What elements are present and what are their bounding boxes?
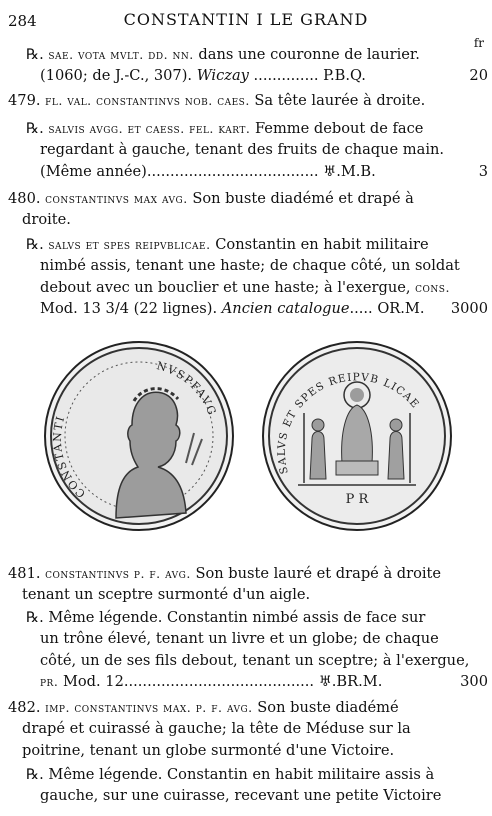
entry-text: .............. P.B.Q. [248,67,366,85]
entry-line [26,234,429,255]
reverse-mark: ℞. [26,46,49,63]
entry-text: 481. [8,565,46,582]
reverse-mark: ℞. [26,120,49,137]
entry-line [40,161,376,182]
entry-line [26,607,425,628]
entry-text: debout avec un bouclier et une haste; à l'exergue, [40,278,416,296]
entry-text: Mod. 13 3/4 (22 lignes). [40,299,222,317]
reverse-mark: ℞. [26,609,49,626]
entry-text: Sa tête laurée à droite. [249,92,426,109]
entry-text: gauche, sur une cuirasse, recevant une petite Victoire [40,787,442,805]
entry-text: poitrine, tenant un globe surmonté d'une Victoire. [22,741,395,759]
entry-text: Son buste lauré et drapé à droite [190,565,442,582]
entry-text: constantinvs p. f. avg. [45,566,191,581]
entry-line [26,44,420,65]
page-number: 284 [8,12,37,30]
obverse-legend-left: CONSTANTI [50,413,88,501]
entry-line [22,718,411,739]
entry-text: Son buste diadémé [252,699,399,716]
entry-line [26,118,423,139]
reverse-mark: ℞. [26,766,49,783]
running-title: CONSTANTIN I LE GRAND [123,10,369,29]
price-value: 20 [469,67,488,85]
entry-line [40,277,450,298]
entry-line [40,139,444,160]
entry-text: salvis avgg. et caess. fel. kart. [48,121,251,136]
entry-line [40,671,382,692]
entry-text: Même légende. Constantin en habit militaire assis à [48,766,435,783]
entry-text: constantinvs max avg. [45,191,188,206]
entry-text: cons. [415,279,450,295]
obverse-legend-right: NVSPFAVG [155,359,219,418]
entry-text: 482. [8,699,46,716]
entry-text: Wiczay [196,67,249,85]
entry-text: salvs et spes reipvblicae. [48,237,211,252]
entry-text: (1060; de J.-C., 307). [40,67,197,85]
entry-text: fl. val. constantinvs nob. caes. [45,93,250,108]
coin-obverse-image [44,341,234,531]
entry-text: 479. [8,92,46,109]
coin-reverse-image [262,341,452,531]
entry-line [8,188,414,209]
entry-line [8,563,441,584]
entry-text: imp. constantinvs max. p. f. avg. [45,700,253,715]
entry-text: Femme debout de face [250,120,424,137]
entry-text: drapé et cuirassé à gauche; la tête de Méduse sur la [22,720,411,738]
entry-text: tenant un sceptre surmonté d'un aigle. [22,586,311,604]
coin-obverse-drawing [46,343,232,529]
entry-text: 480. [8,190,46,207]
reverse-legend: SALVS ET SPES REIPVB LICAE [275,371,422,476]
entry-text: sae. vota mvlt. dd. nn. [48,47,194,62]
reverse-exergue: P R [345,492,369,507]
entry-line [8,697,399,718]
entry-line [40,650,469,671]
entry-text: droite. [22,211,71,229]
column-label: fr [473,36,484,50]
entry-text: dans une couronne de laurier. [193,46,420,63]
entry-line [40,628,439,649]
price-value: 3000 [450,299,488,317]
reverse-mark: ℞. [26,236,49,253]
entry-text: Mod. 12......................................... ♅.BR.M. [58,672,383,690]
entry-line [26,764,434,785]
entry-line [40,255,460,276]
price-value: 300 [460,672,488,690]
entry-text: nimbé assis, tenant une haste; de chaque côté, un soldat [40,257,460,275]
page-header [8,8,484,50]
entry-text: Ancien catalogue [221,299,350,317]
price-value: 3 [478,162,488,180]
entry-text: un trône élevé, tenant un livre et un globe; de chaque [40,630,439,648]
entry-text: regardant à gauche, tenant des fruits de chaque main. [40,141,445,159]
entry-text: Constantin en habit militaire [210,236,429,253]
entry-text: pr. [40,673,59,689]
entry-text: (Même année)..................................... ♅.M.B. [40,162,376,180]
entry-line [22,584,310,605]
entry-line [40,65,366,86]
entry-line [22,209,71,230]
entry-text: Même légende. Constantin nimbé assis de face sur [48,609,426,626]
entry-line [8,90,425,111]
entry-line [40,298,425,319]
entry-text: ..... OR.M. [349,299,425,317]
entry-text: côté, un de ses fils debout, tenant un sceptre; à l'exergue, [40,651,470,669]
entry-text: Son buste diadémé et drapé à [187,190,414,207]
entry-line [40,785,441,806]
entry-line [22,740,394,761]
coin-reverse-drawing [264,343,450,529]
